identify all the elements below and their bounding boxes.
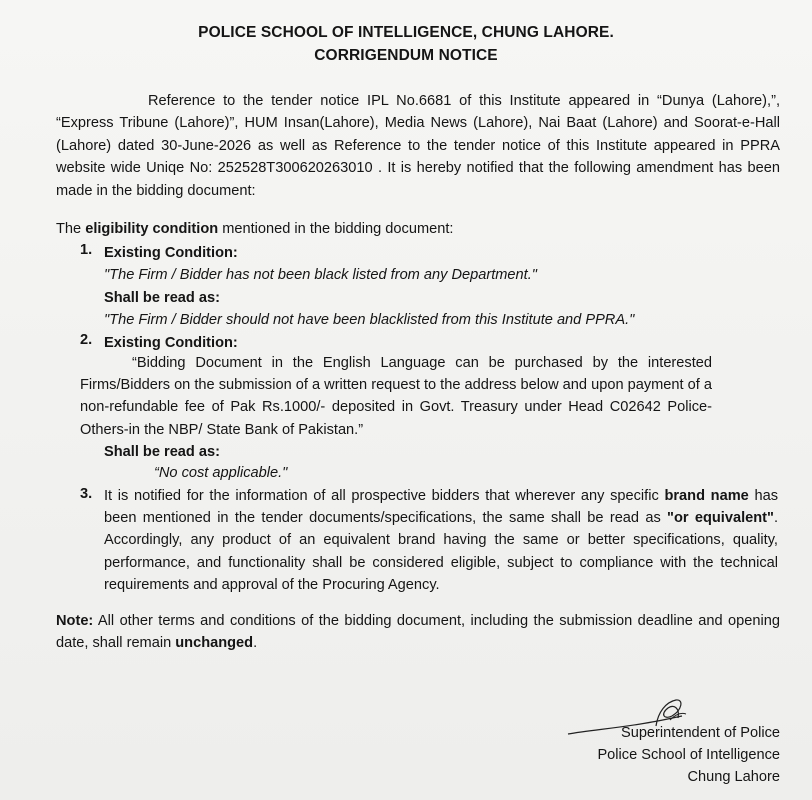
signatory-title: Superintendent of Police — [620, 725, 780, 741]
item-2-read-label: Shall be read as: — [104, 444, 220, 460]
item-2-number: 2. — [80, 332, 93, 348]
page-subtitle: CORRIGENDUM NOTICE — [314, 47, 498, 64]
item-2-existing-label: Existing Condition: — [104, 335, 238, 351]
unchanged-bold: unchanged — [175, 635, 254, 652]
note-label: Note: — [56, 613, 94, 629]
eligibility-bold: eligibility condition — [85, 221, 219, 237]
note-paragraph: Note: All other terms and conditions of the bidding document, including the submission deadline and opening date, shall remain unchanged. — [56, 613, 780, 652]
eligibility-line: The eligibility condition mentioned in the bidding document: — [56, 221, 454, 237]
brand-name-bold: brand name — [664, 488, 749, 504]
item-1-read-label: Shall be read as: — [104, 290, 220, 306]
item-3-text: It is notified for the information of all prospective bidders that wherever any specific brand name has been mentioned in the tender documents/specifications, the same shall be read as "or equivalent". Accordingly, any product of an equivalent brand having the same or better specifications, quality, performance, and functionality shall be considered eligible, subject to compliance with the technical requirements and approval of the Procuring Agency. — [104, 488, 778, 593]
item-3-number: 3. — [80, 486, 93, 502]
signatory-office: Police School of Intelligence — [597, 747, 780, 763]
intro-paragraph: Reference to the tender notice IPL No.6681 of this Institute appeared in “Dunya (Lahore),”, “Express Tribune (Lahore)”, HUM Insan(Lahore), Media News (Lahore), Nai Baat (Lahore) and Soorat-e-Hall (Lahore) dated 30-June-2026 as well as Reference to the tender notice of this Institute appeared in PPRA website wide Uniqe No: 252528T300620263010 . It is hereby notified that the following amendment has been made in the bidding document: — [56, 93, 780, 199]
item-1-existing-text: "The Firm / Bidder has not been black listed from any Department." — [104, 267, 537, 283]
page-title: POLICE SCHOOL OF INTELLIGENCE, CHUNG LAHORE. — [198, 24, 614, 41]
item-1-read-text: "The Firm / Bidder should not have been blacklisted from this Institute and PPRA." — [104, 312, 635, 328]
item-2-read-text: “No cost applicable." — [154, 465, 288, 481]
item-2-existing-text: “Bidding Document in the English Language can be purchased by the interested Firms/Bidders on the submission of a written request to the address below and upon payment of a non-refundable fee of Pak Rs.1000/- deposited in Govt. Treasury under Head C02642 Police-Others-in the NBP/ State Bank of Pakistan.” — [80, 355, 712, 438]
signatory-location: Chung Lahore — [687, 769, 780, 785]
item-1-number: 1. — [80, 242, 93, 258]
or-equivalent-bold: "or equivalent" — [667, 510, 774, 527]
item-1-existing-label: Existing Condition: — [104, 245, 238, 261]
